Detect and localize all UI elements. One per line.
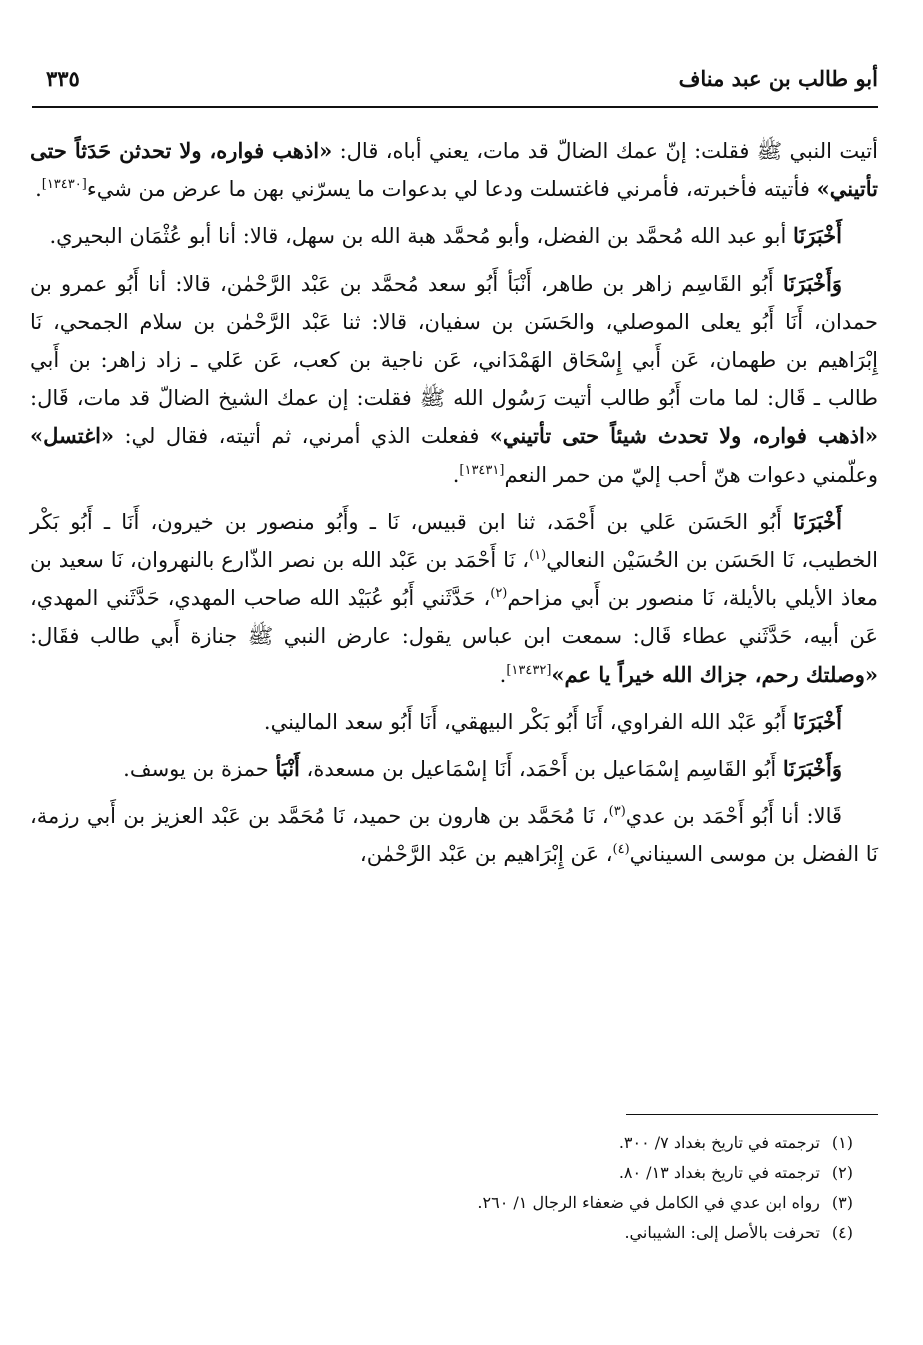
- text-run: ، نَا أَحْمَد بن عَبْد الله بن نصر الذّارع بالنهروان، نَا سعيد بن معاذ الأيلي بالأيلة، نَا منصور بن أَبي مزاحم: [30, 548, 878, 611]
- narration-keyword: وَأَخْبَرَنَا: [782, 756, 842, 782]
- footnote-marker: (٢): [490, 586, 508, 602]
- footnote-number: (٢): [831, 1163, 853, 1182]
- page-number: ٣٣٥: [46, 66, 80, 91]
- quoted-speech: «اذهب فواره، ولا تحدثن حَدَثاً حتى تأتيني»: [30, 138, 878, 202]
- text-run: أَبُو القَاسِم إسْمَاعيل بن أَحْمَد، أَنَا إسْمَاعيل بن مسعدة،: [299, 757, 783, 782]
- text-run: فأتيته فأخبرته، فأمرني فاغتسلت ودعا لي بدعوات ما يسرّني بهن ما عرض من شيء: [86, 177, 817, 202]
- text-run: ، نَا مُحَمَّد بن هارون بن حميد، نَا مُحَمَّد بن عَبْد العزيز بن أَبي رزمة، نَا الفضل بن موسى السيناني: [30, 804, 878, 867]
- paragraph: [30, 703, 878, 741]
- paragraph: [30, 265, 878, 494]
- running-title: أبو طالب بن عبد مناف: [678, 66, 878, 91]
- hadith-ref-number: [١٣٤٣٠]: [41, 177, 87, 193]
- text-run: ففعلت الذي أمرني، ثم أتيته، فقال لي:: [114, 424, 490, 449]
- narration-keyword: أَخْبَرَنَا: [793, 508, 842, 534]
- footnotes: [40, 1128, 853, 1248]
- footnote-number: (١): [831, 1133, 853, 1152]
- footnote-text: ترجمته في تاريخ بغداد ٧/ ٣٠٠.: [618, 1133, 820, 1152]
- footnote: [40, 1158, 853, 1188]
- quoted-speech: «وصلتك رحم، جزاك الله خيراً يا عم»: [551, 661, 878, 687]
- narration-keyword: أَنْبَأ: [275, 756, 300, 782]
- footnote-number: (٤): [831, 1223, 853, 1242]
- hadith-ref-number: [١٣٤٣٢]: [506, 662, 552, 678]
- footnote-divider: [626, 1114, 878, 1115]
- footnote: [40, 1128, 853, 1158]
- text-run: حمزة بن يوسف.: [123, 757, 276, 782]
- paragraph: [30, 132, 878, 208]
- paragraph: [30, 750, 878, 788]
- quoted-speech: «اغتسل»: [30, 423, 115, 449]
- footnote: [40, 1188, 853, 1218]
- footnote-marker: (٤): [612, 842, 630, 858]
- footnote: [40, 1218, 853, 1248]
- quoted-speech: «اذهب فواره، ولا تحدث شيئاً حتى تأتيني»: [489, 423, 878, 449]
- footnote-marker: (٣): [608, 804, 626, 820]
- narration-keyword: أَخْبَرَنَا: [793, 708, 842, 734]
- hadith-ref-number: [١٣٤٣١]: [459, 462, 505, 478]
- footnote-text: رواه ابن عدي في الكامل في ضعفاء الرجال ١/ ٢٦٠.: [477, 1193, 820, 1212]
- text-run: .: [499, 662, 507, 687]
- text-run: .: [452, 462, 460, 487]
- paragraph: [30, 217, 878, 255]
- footnote-marker: (١): [529, 548, 547, 564]
- paragraph: [30, 503, 878, 694]
- footnote-text: تحرفت بالأصل إلى: الشيباني.: [624, 1223, 820, 1242]
- text-run: أتيت النبي ﷺ فقلت: إنّ عمك الضالّ قد مات، يعني أباه، قال:: [332, 139, 878, 163]
- paragraph: [30, 797, 878, 873]
- text-run: ، عَن إِبْرَاهيم بن عَبْد الرَّحْمٰن،: [359, 842, 613, 867]
- text-run: أَبُو الحَسَن عَلي بن أَحْمَد، ثنا ابن قبيس، نَا ـ وأَبُو منصور بن خيرون، أَنَا ـ أَبُو بَكْر الخطيب، نَا الحَسَن بن الحُسَيْن النعالي: [30, 509, 878, 573]
- text-run: ، حَدَّثَني أَبُو عُبَيْد الله صاحب المهدي، حَدَّثَني المهدي، عَن أبيه، حَدَّثَني عطاء قَال: سمعت ابن عباس يقول: عارض النبي ﷺ جنازة أَبي طالب فقَال:: [30, 586, 878, 649]
- footnote-text: ترجمته في تاريخ بغداد ١٣/ ٨٠.: [618, 1163, 820, 1182]
- text-run: وعلّمني دعوات هنّ أحب إليّ من حمر النعم: [504, 462, 878, 487]
- text-run: .: [35, 177, 42, 202]
- text-run: أبو عبد الله مُحمَّد بن الفضل، وأبو مُحمَّد هبة الله بن سهل، قالا: أنا أبو عُثْمَان البحيري.: [49, 224, 794, 249]
- text-run: أَبُو القَاسِم زاهر بن طاهر، أَنْبَأ أَبُو سعد مُحمَّد بن عَبْد الرَّحْمٰن، قالا: أنا أَبُو عمرو بن حمدان، أَنَا أَبُو يعلى الموصلي، والحَسَن بن سفيان، قالا: ثنا عَبْد الرَّحْمٰن بن سلام الجمحي، نَا إِبْرَاهيم بن طهمان، عَن أَبي إِسْحَاق الهَمْدَاني، عَن ناجية بن كعب، عَن عَلي ـ زاد زاهر: بن أَبي طالب ـ قَال: لما مات أَبُو طالب أتيت رَسُول الله ﷺ فقلت: إن عمك الشيخ الضالّ قد مات، قَال:: [30, 271, 878, 411]
- footnote-number: (٣): [831, 1193, 853, 1212]
- main-text: [30, 132, 878, 883]
- text-run: أَبُو عَبْد الله الفراوي، أَنَا أَبُو بَكْر البيهقي، أَنَا أَبُو سعد الماليني.: [263, 709, 794, 734]
- narration-keyword: أَخْبَرَنَا: [793, 223, 842, 249]
- narration-keyword: وَأَخْبَرَنَا: [782, 270, 842, 296]
- page-header: [32, 62, 878, 108]
- text-run: قَالا: أنا أَبُو أَحْمَد بن عدي: [625, 804, 842, 829]
